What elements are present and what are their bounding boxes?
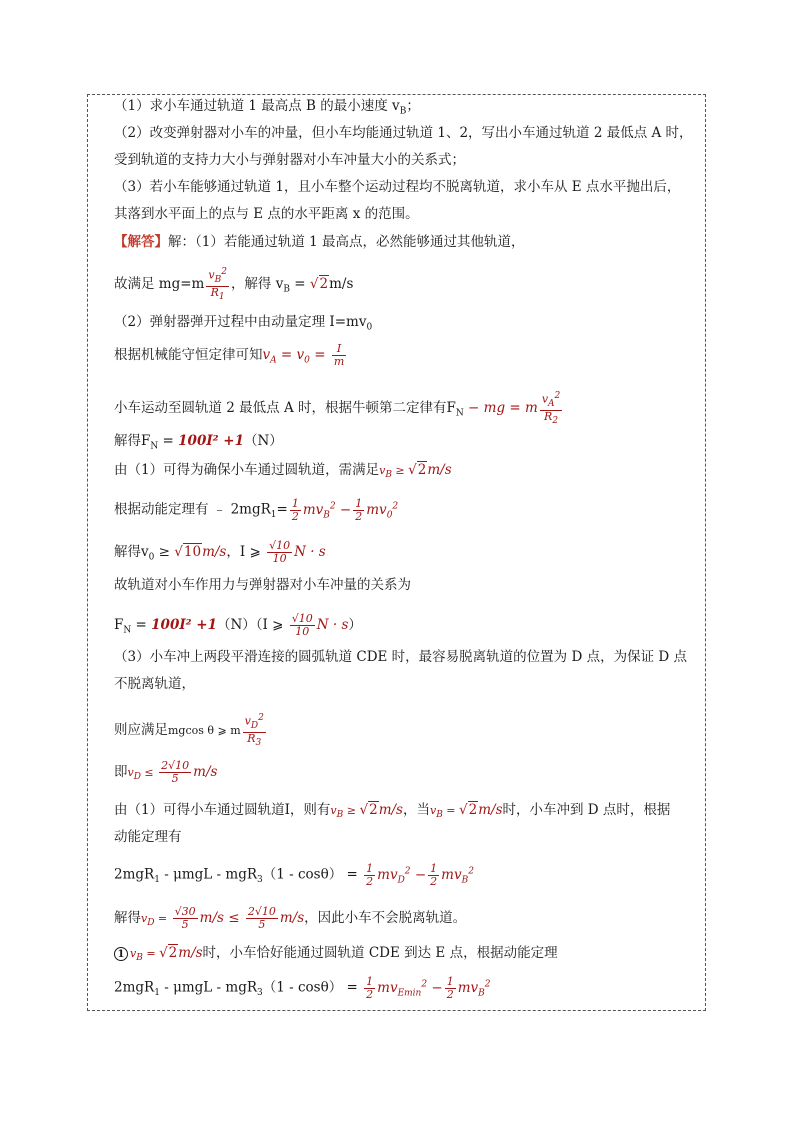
answer-tag: 【解答】	[114, 234, 168, 250]
answer-line-8: 根据动能定理有 ﹣ 2mgR$_1$= $\frac{1}{2}$ $mv_B^2$ − $\frac{1}{2}$ $mv_0^2$	[114, 496, 399, 523]
answer-line-18: 2mgR$_1$ - μmgL - mgR$_3$（1 - cosθ） = $\frac{1}{2}$ $mv_D^2$ − $\frac{1}{2}$ $mv_B^2$	[114, 861, 474, 888]
answer-line-2: 故满足 mg=m $\frac{v_B^2}{R_1}$ ，解得 $v_B = √2m/s$	[114, 267, 354, 303]
answer-line-5: 小车运动至圆轨道 2 最低点 A 时，根据牛顿第二定律有$F_N$ − mg = m $\frac{v_A^2}{R_2}$	[114, 391, 561, 427]
answer-line-11: $F_N = 100I^2 +1(N)(I$ ⩾ $\frac{√10}{10}$ N · s）	[114, 612, 362, 638]
answer-line-1: 【解答】解：（1）若能通过轨道 1 最高点，必然能够通过其他轨道，	[114, 234, 525, 250]
answer-line-7: 由（1）可得为确保小车通过圆轨道，需满足$v_B \ge √2m/s$	[114, 462, 452, 481]
question-2-line-1: （2）改变弹射器对小车的冲量，但小车均能通过轨道 1、2，写出小车通过轨道 2 最低点 A 时，	[114, 125, 693, 141]
answer-line-14: 则应满足mgcos θ ⩾ m $\frac{v_D^2}{R_3}$	[114, 713, 264, 749]
answer-line-13: 不脱离轨道，	[114, 676, 195, 692]
answer-line-17: 动能定理有	[114, 829, 182, 845]
answer-line-9: 解得$v_0 \ge √10m/s$，I ⩾ $\frac{√10}{10}$ N · s	[114, 539, 326, 565]
answer-line-3: （2）弹射器弹开过程中由动量定理 $I=mv_0$	[114, 314, 373, 333]
answer-line-20: 1 $v_B = √2m/s$时，小车恰好能通过圆轨道 CDE 到达 E 点，根据动能定理	[114, 944, 558, 967]
question-1: （1）求小车通过轨道 1 最高点 B 的最小速度 $v_B$；	[114, 98, 420, 117]
answer-line-12: （3）小车冲上两段平滑连接的圆弧轨道 CDE 时，最容易脱离轨道的位置为 D 点，为保证 D 点	[114, 649, 687, 665]
answer-line-10: 故轨道对小车作用力与弹射器对小车冲量的关系为	[114, 577, 411, 593]
answer-line-15: 即$v_D$ ≤ $\frac{2√10}{5}$ m/s	[114, 759, 218, 785]
answer-line-21: 2mgR$_1$ - μmgL - mgR$_3$（1 - cosθ） = $\frac{1}{2}$ $mv_{Emin}^2$ − $\frac{1}{2}$ $mv_B^2$	[114, 974, 491, 1001]
answer-line-6: 解得$F_N = 100I^2 +1(N)$	[114, 433, 283, 452]
answer-line-16: 由（1）可得小车通过圆轨道Ⅰ，则有$v_B \ge √2m/s$，当$v_B = √2m/s$时，小车冲到 D 点时，根据	[114, 802, 671, 821]
answer-line-19: 解得$v_D$ = $\frac{√30}{5}$ m/s ≤ $\frac{2√10}{5}$ m/s，因此小车不会脱离轨道。	[114, 905, 467, 931]
circled-number: 1	[114, 947, 128, 961]
question-3-line-2: 其落到水平面上的点与 E 点的水平距离 x 的范围。	[114, 206, 419, 222]
question-2-line-2: 受到轨道的支持力大小与弹射器对小车冲量大小的关系式；	[114, 152, 465, 168]
answer-line-4: 根据机械能守恒定律可知$v_A = v_0$ = $\frac{I}{m}$	[114, 342, 345, 368]
question-3-line-1: （3）若小车能够通过轨道 1，且小车整个运动过程均不脱离轨道，求小车从 E 点水平抛出后，	[114, 179, 681, 195]
